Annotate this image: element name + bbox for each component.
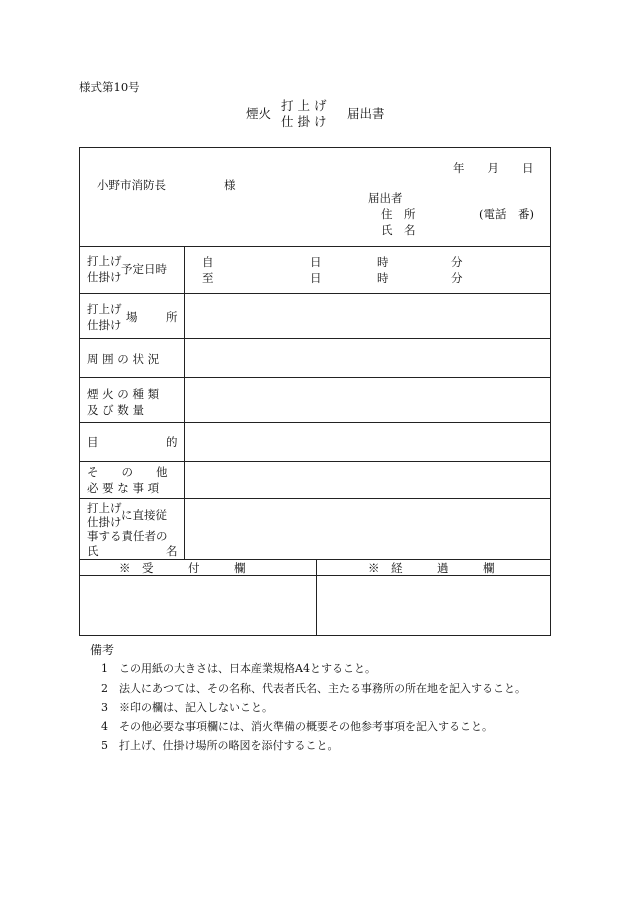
place-label-ba: 場 [126, 310, 138, 324]
progress-header: ※ 経 過 欄 [368, 561, 495, 575]
from-minute: 分 [451, 255, 463, 269]
name-label: 氏 名 [381, 223, 416, 237]
necessary-matters-label: 必 要 な 事 項 [87, 481, 160, 495]
fireworks-quantity-label: 及 び 数 量 [87, 403, 144, 417]
responsible-label-uchiage: 打上げ [87, 501, 122, 515]
note-item: 5 打上げ、仕掛け場所の略図を添付すること。 [101, 739, 339, 752]
to-minute: 分 [451, 271, 463, 285]
place-label-uchiage: 打上げ [87, 302, 122, 316]
phone-label: (電話 番) [479, 207, 534, 221]
row-divider [80, 293, 550, 294]
purpose-label-moku: 目 [87, 435, 99, 449]
from-label: 自 [202, 255, 214, 269]
scheduled-label: 予定日時 [121, 262, 167, 276]
responsible-label-direct: に直接従 [121, 508, 167, 522]
addressee: 小野市消防長 [97, 178, 166, 192]
responsible-label-shikake: 仕掛け [87, 515, 122, 529]
row-divider [80, 377, 550, 378]
responsible-label-shi: 氏 [87, 544, 99, 558]
row-divider [80, 246, 550, 247]
title-line-uchiage: 打上げ [281, 98, 331, 113]
title-prefix: 煙火 [246, 106, 272, 121]
to-day: 日 [310, 271, 322, 285]
row-divider [80, 422, 550, 423]
scheduled-label-uchiage: 打上げ [87, 254, 122, 268]
to-hour: 時 [377, 271, 389, 285]
from-hour: 時 [377, 255, 389, 269]
application-form-table [79, 147, 551, 636]
to-label: 至 [202, 271, 214, 285]
form-number: 様式第10号 [79, 80, 140, 94]
row-divider [80, 498, 550, 499]
responsible-label-person: 事する責任者の [87, 529, 168, 543]
row-divider [80, 338, 550, 339]
place-label-shikake: 仕掛け [87, 318, 122, 332]
fireworks-type-label: 煙 火 の 種 類 [87, 387, 160, 401]
title-line-shikake: 仕掛け [281, 114, 331, 129]
note-item: 3 ※印の欄は、記入しないこと。 [101, 701, 273, 714]
applicant-label: 届出者 [368, 191, 403, 205]
from-day: 日 [310, 255, 322, 269]
honorific: 様 [224, 178, 236, 192]
title-suffix: 届出書 [347, 106, 385, 121]
address-label: 住 所 [381, 207, 416, 221]
row-divider [80, 461, 550, 462]
responsible-label-mei: 名 [166, 544, 178, 558]
notes-title: 備考 [90, 643, 115, 657]
purpose-label-teki: 的 [166, 435, 178, 449]
scheduled-label-shikake: 仕掛け [87, 270, 122, 284]
surroundings-label: 周 囲 の 状 況 [87, 352, 160, 366]
reception-header: ※ 受 付 欄 [119, 561, 246, 575]
date-field: 年 月 日 [453, 161, 534, 175]
other-label: そ の 他 [87, 465, 168, 479]
reception-column-divider [316, 559, 317, 636]
place-label-sho: 所 [166, 310, 178, 324]
note-item: 2 法人にあつては、その名称、代表者氏名、主たる事務所の所在地を記入すること。 [101, 682, 526, 695]
note-item: 4 その他必要な事項欄には、消火準備の概要その他参考事項を記入すること。 [101, 720, 493, 733]
note-item: 1 この用紙の大きさは、日本産業規格A4とすること。 [101, 662, 376, 675]
label-column-divider [184, 246, 185, 559]
